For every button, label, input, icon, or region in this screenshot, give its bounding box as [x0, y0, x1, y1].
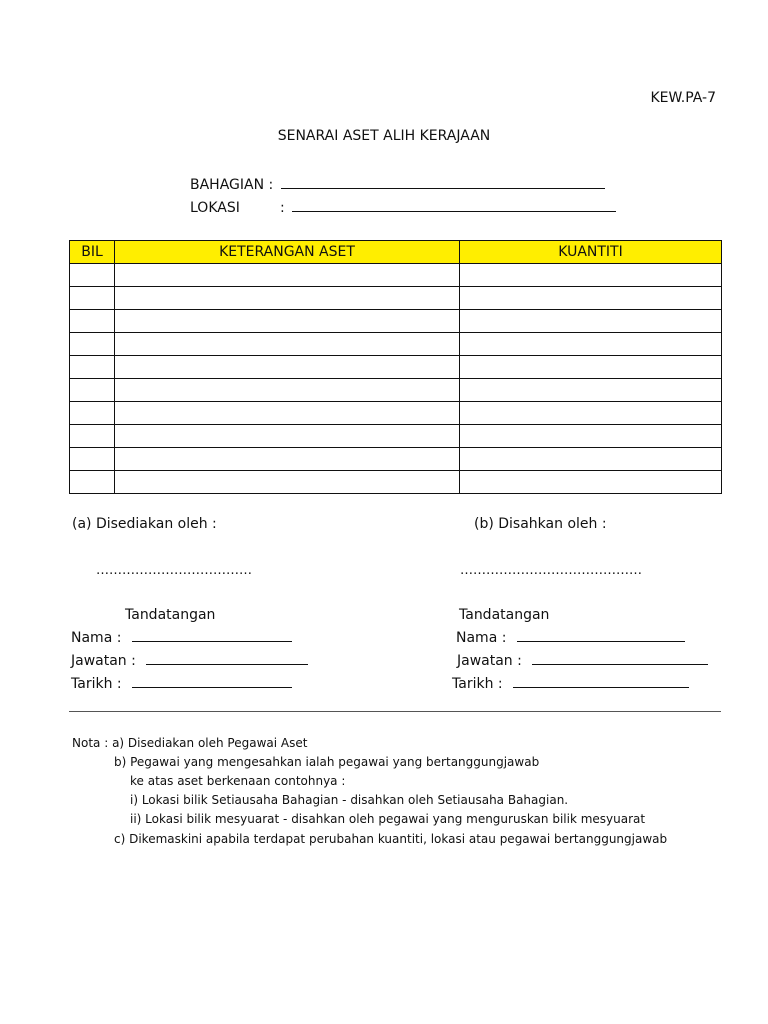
kuantiti-cell[interactable] [460, 310, 722, 333]
prepared-heading: (a) Disediakan oleh : [72, 516, 217, 532]
prepared-sign-label: Tandatangan [125, 607, 216, 623]
approved-tarikh-line[interactable] [513, 687, 689, 688]
kuantiti-cell[interactable] [460, 264, 722, 287]
approved-jawatan-line[interactable] [532, 664, 708, 665]
lokasi-field [190, 200, 616, 216]
column-header-kuantiti: KUANTITI [460, 241, 722, 264]
kuantiti-cell[interactable] [460, 402, 722, 425]
approved-heading: (b) Disahkan oleh : [474, 516, 607, 532]
keterangan-cell[interactable] [115, 287, 460, 310]
approved-tarikh-field [452, 676, 689, 692]
keterangan-cell[interactable] [115, 356, 460, 379]
approved-jawatan-label: Jawatan : [457, 653, 522, 669]
keterangan-cell[interactable] [115, 379, 460, 402]
page-title: SENARAI ASET ALIH KERAJAAN [277, 128, 491, 144]
bil-cell[interactable] [70, 356, 115, 379]
note-c: c) Dikemaskini apabila terdapat perubahan kuantiti, lokasi atau pegawai bertanggungjawab [114, 832, 668, 846]
lokasi-label: LOKASI [190, 200, 240, 216]
bil-cell[interactable] [70, 471, 115, 494]
table-row [70, 287, 722, 310]
bil-cell[interactable] [70, 448, 115, 471]
bil-cell[interactable] [70, 379, 115, 402]
bahagian-field [190, 177, 605, 193]
bil-cell[interactable] [70, 402, 115, 425]
table-row [70, 379, 722, 402]
note-a-text: a) Disediakan oleh Pegawai Aset [112, 736, 308, 750]
lokasi-colon: : [280, 200, 285, 216]
keterangan-cell[interactable] [115, 471, 460, 494]
approved-sign-label: Tandatangan [459, 607, 550, 623]
approved-nama-line[interactable] [517, 641, 685, 642]
table-row [70, 402, 722, 425]
bahagian-input-line[interactable] [281, 188, 605, 189]
note-b1: b) Pegawai yang mengesahkan ialah pegawai yang bertanggungjawab [114, 755, 540, 769]
approved-tarikh-label: Tarikh : [452, 676, 503, 692]
bil-cell[interactable] [70, 425, 115, 448]
asset-table [69, 240, 722, 494]
prepared-tarikh-label: Tarikh : [71, 676, 122, 692]
keterangan-cell[interactable] [115, 448, 460, 471]
note-a [72, 736, 307, 750]
kuantiti-cell[interactable] [460, 471, 722, 494]
column-header-keterangan: KETERANGAN ASET [115, 241, 460, 264]
prepared-tarikh-line[interactable] [132, 687, 292, 688]
kuantiti-cell[interactable] [460, 379, 722, 402]
bil-cell[interactable] [70, 264, 115, 287]
kuantiti-cell[interactable] [460, 425, 722, 448]
bil-cell[interactable] [70, 287, 115, 310]
table-row [70, 333, 722, 356]
section-divider [69, 711, 721, 712]
keterangan-cell[interactable] [115, 402, 460, 425]
prepared-jawatan-label: Jawatan : [71, 653, 136, 669]
table-row [70, 425, 722, 448]
prepared-nama-field [71, 630, 292, 646]
column-header-bil: BIL [70, 241, 115, 264]
prepared-nama-line[interactable] [132, 641, 292, 642]
table-row [70, 471, 722, 494]
bil-cell[interactable] [70, 310, 115, 333]
note-b2: ke atas aset berkenaan contohnya : [130, 774, 346, 788]
note-prefix: Nota : [72, 736, 109, 750]
table-header-row [70, 241, 722, 264]
table-row [70, 310, 722, 333]
kuantiti-cell[interactable] [460, 333, 722, 356]
prepared-jawatan-field [71, 653, 308, 669]
prepared-nama-label: Nama : [71, 630, 122, 646]
keterangan-cell[interactable] [115, 310, 460, 333]
asset-table-body [70, 264, 722, 494]
form-code: KEW.PA-7 [650, 90, 716, 106]
keterangan-cell[interactable] [115, 264, 460, 287]
kuantiti-cell[interactable] [460, 356, 722, 379]
approved-jawatan-field [457, 653, 708, 669]
bahagian-label: BAHAGIAN : [190, 177, 274, 193]
approved-nama-label: Nama : [456, 630, 507, 646]
table-row [70, 448, 722, 471]
keterangan-cell[interactable] [115, 333, 460, 356]
note-b-i: i) Lokasi bilik Setiausaha Bahagian - disahkan oleh Setiausaha Bahagian. [130, 793, 569, 807]
note-b-ii: ii) Lokasi bilik mesyuarat - disahkan oleh pegawai yang menguruskan bilik mesyuarat [130, 812, 646, 826]
kuantiti-cell[interactable] [460, 287, 722, 310]
table-row [70, 264, 722, 287]
prepared-tarikh-field [71, 676, 292, 692]
prepared-jawatan-line[interactable] [146, 664, 308, 665]
approved-signature-dots[interactable]: …………………………………… [460, 563, 642, 578]
keterangan-cell[interactable] [115, 425, 460, 448]
table-row [70, 356, 722, 379]
kuantiti-cell[interactable] [460, 448, 722, 471]
approved-nama-field [456, 630, 685, 646]
lokasi-input-line[interactable] [292, 211, 616, 212]
bil-cell[interactable] [70, 333, 115, 356]
prepared-signature-dots[interactable]: ……………………………… [96, 563, 252, 578]
